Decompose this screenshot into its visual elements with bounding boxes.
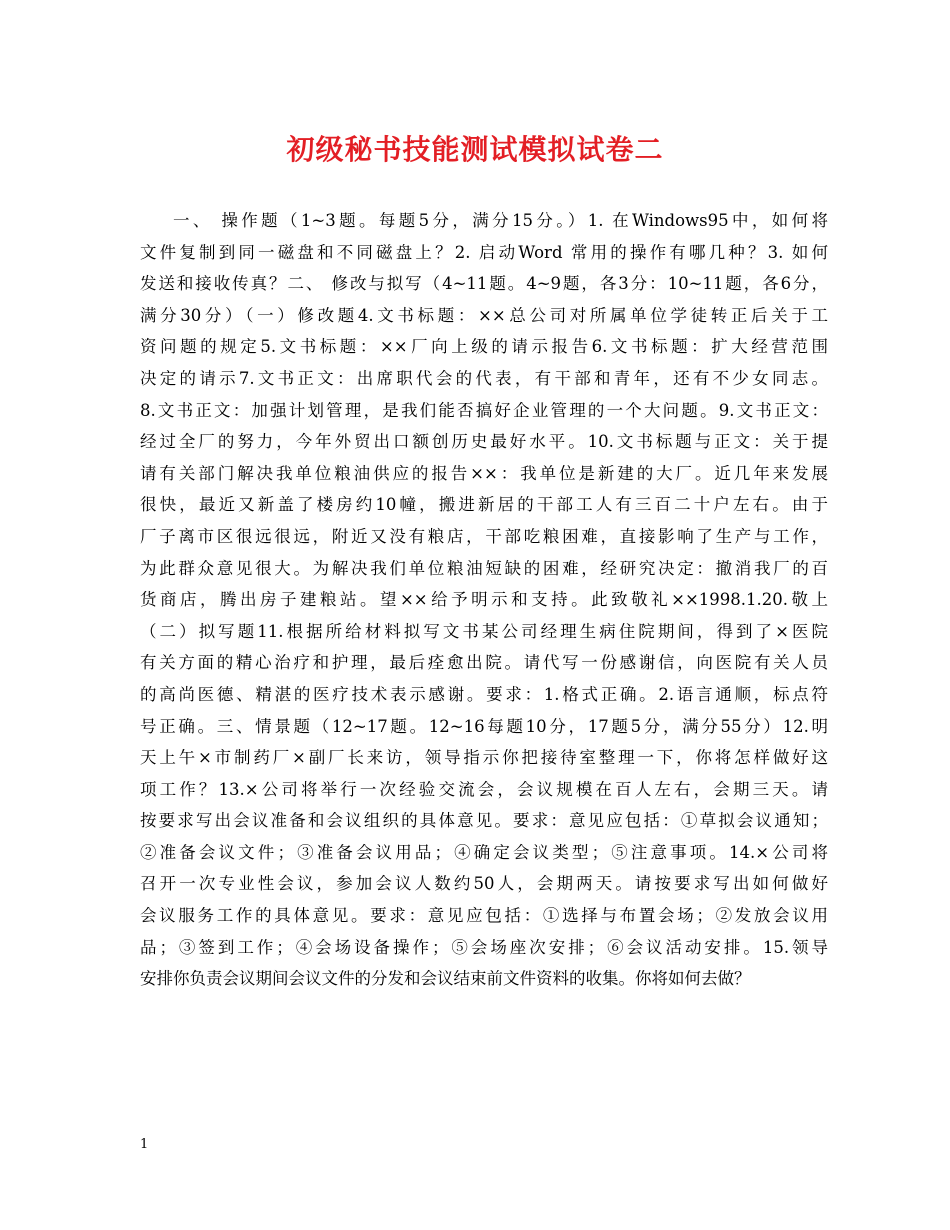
- body-line: 请有关部门解决我单位粮油供应的报告××：我单位是新建的大厂。近几年来发展: [140, 463, 828, 483]
- body-line: 有关方面的精心治疗和护理，最后痊愈出院。请代写一份感谢信，向医院有关人员: [140, 653, 828, 673]
- body-line: 决定的请示7.文书正文：出席职代会的代表，有干部和青年，还有不少女同志。: [140, 368, 828, 388]
- body-line: 文件复制到同一磁盘和不同磁盘上？2. 启动Word 常用的操作有哪几种？3. 如何: [140, 242, 828, 262]
- body-line: 项工作？13.×公司将举行一次经验交流会，会议规模在百人左右，会期三天。请: [140, 779, 828, 799]
- body-line: 一、 操作题（1~3题。每题5分，满分15分。）1. 在Windows95中，如何将: [173, 211, 828, 230]
- body-line: 天上午×市制药厂×副厂长来访，领导指示你把接待室整理一下，你将怎样做好这: [140, 748, 828, 768]
- body-line: 资问题的规定5.文书标题：××厂向上级的请示报告6.文书标题：扩大经营范围: [140, 337, 828, 357]
- document-body: [140, 205, 828, 995]
- body-line: 会议服务工作的具体意见。要求：意见应包括：①选择与布置会场；②发放会议用: [140, 906, 828, 926]
- body-line: ②准备会议文件；③准备会议用品；④确定会议类型；⑤注意事项。14.×公司将: [140, 842, 828, 862]
- body-line: 满分30分）（一）修改题4.文书标题：××总公司对所属单位学徒转正后关于工: [140, 305, 828, 325]
- body-line: 召开一次专业性会议，参加会议人数约50人，会期两天。请按要求写出如何做好: [140, 874, 828, 894]
- body-line: 安排你负责会议期间会议文件的分发和会议结束前文件资料的收集。你将如何去做？: [140, 969, 751, 989]
- body-line: 的高尚医德、精湛的医疗技术表示感谢。要求：1.格式正确。2.语言通顺，标点符: [140, 684, 828, 704]
- body-line: 很快，最近又新盖了楼房约10幢，搬进新居的干部工人有三百二十户左右。由于: [140, 495, 828, 515]
- body-line: 为此群众意见很大。为解决我们单位粮油短缺的困难，经研究决定：撤消我厂的百: [140, 558, 828, 578]
- body-line: 经过全厂的努力，今年外贸出口额创历史最好水平。10.文书标题与正文：关于提: [140, 432, 828, 452]
- document-title: 初级秘书技能测试模拟试卷二: [286, 133, 664, 166]
- body-line: 号正确。三、情景题（12~17题。12~16每题10分，17题5分，满分55分）12.明: [140, 716, 828, 736]
- body-line: 厂子离市区很远很远，附近又没有粮店，干部吃粮困难，直接影响了生产与工作，: [140, 526, 828, 546]
- body-line: 8.文书正文：加强计划管理，是我们能否搞好企业管理的一个大问题。9.文书正文：: [140, 400, 828, 420]
- body-line: 发送和接收传真？二、 修改与拟写（4~11题。4~9题，各3分：10~11题，各6分，: [140, 274, 828, 294]
- body-line: （二）拟写题11.根据所给材料拟写文书某公司经理生病住院期间，得到了×医院: [140, 621, 828, 641]
- body-line: 品；③签到工作；④会场设备操作；⑤会场座次安排；⑥会议活动安排。15.领导: [140, 937, 828, 957]
- body-line: 按要求写出会议准备和会议组织的具体意见。要求：意见应包括：①草拟会议通知；: [140, 811, 828, 831]
- page-number: 1: [140, 1137, 149, 1152]
- body-line: 货商店，腾出房子建粮站。望××给予明示和支持。此致敬礼××1998.1.20.敬上: [140, 590, 828, 610]
